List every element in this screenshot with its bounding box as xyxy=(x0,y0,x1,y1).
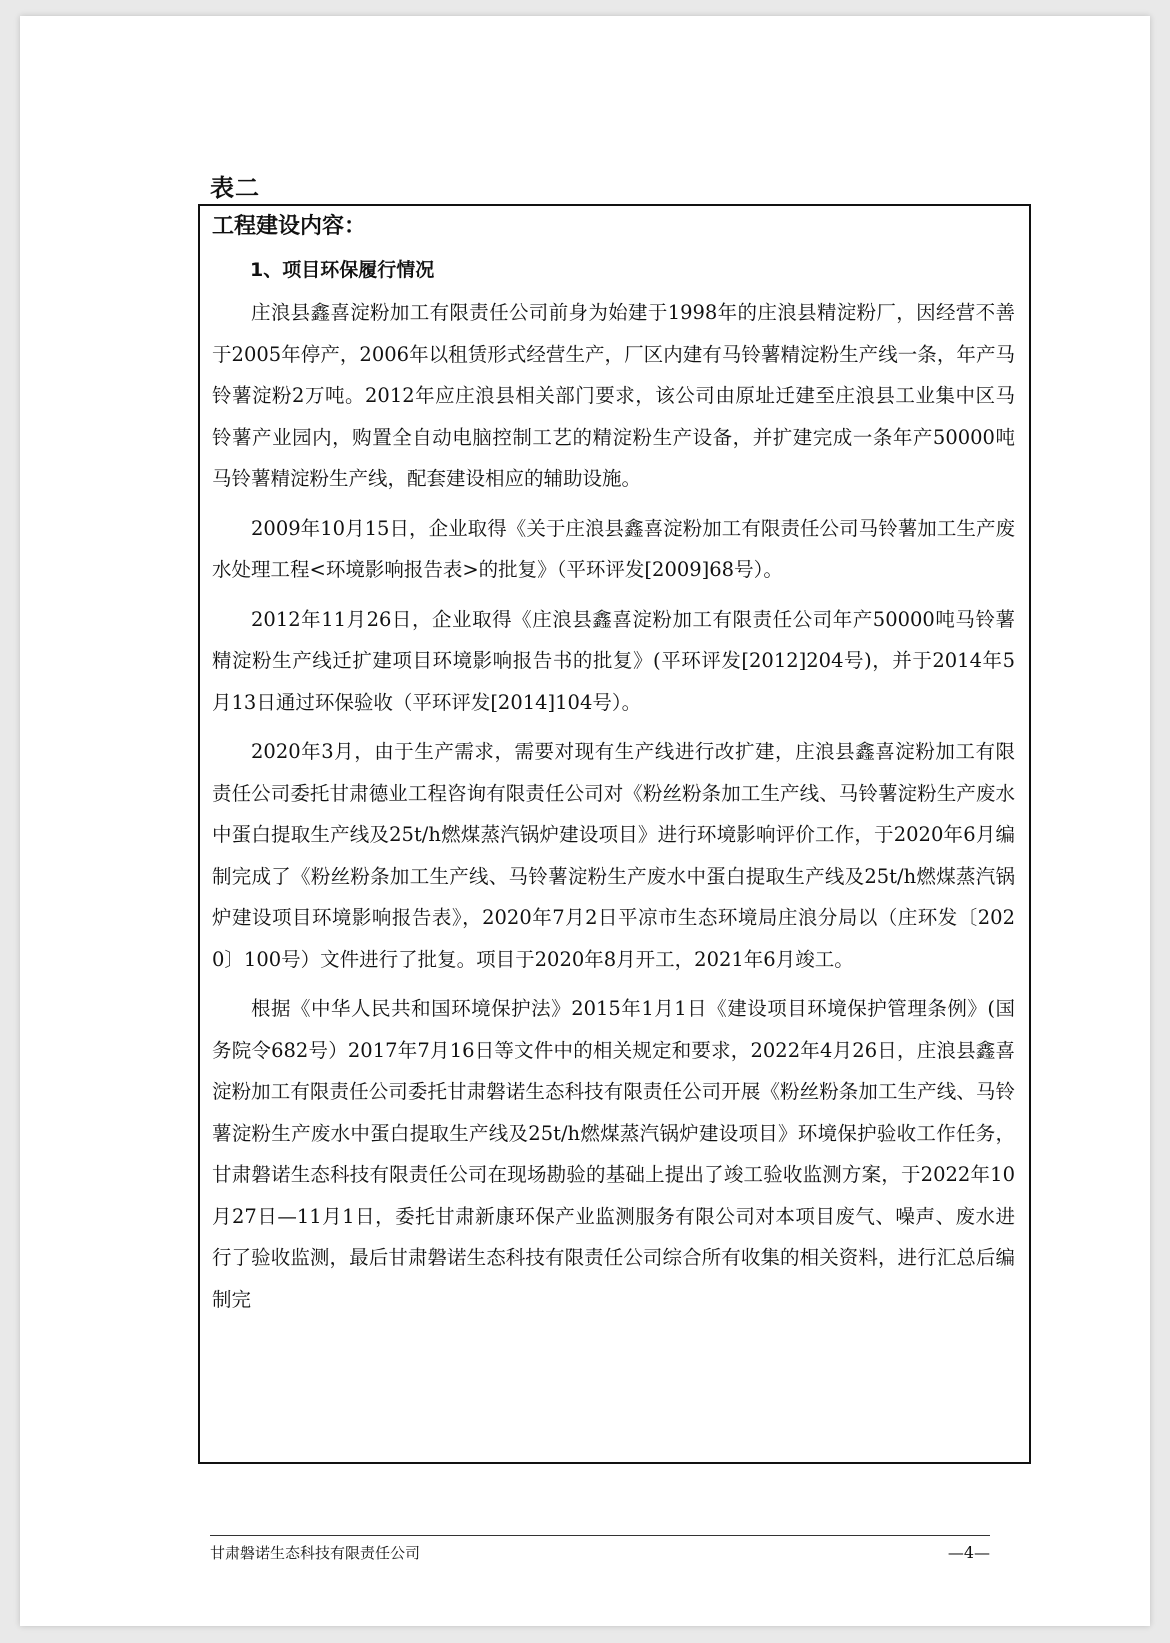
document-page xyxy=(20,16,1150,1626)
box-title: 工程建设内容： xyxy=(212,214,367,239)
table-label: 表二 xyxy=(210,174,260,202)
footer-divider xyxy=(210,1535,990,1536)
content-box xyxy=(198,204,1031,1464)
section-heading: 1、项目环保履行情况 xyxy=(250,259,435,281)
paragraph-acceptance: 根据《中华人民共和国环境保护法》2015年1月1日《建设项目环境保护管理条例》(国务院令682号）2017年7月16日等文件中的相关规定和要求，2022年4月26日，庄浪县鑫喜淀粉加工有限责任公司委托甘肃磐诺生态科技有限责任公司开展《粉丝粉条加工生产线、马铃薯淀粉生产废水中蛋白提取生产线及25t/h燃煤蒸汽锅炉建设项目》环境保护验收工作任务，甘肃磐诺生态科技有限责任公司在现场勘验的基础上提出了竣工验收监测方案，于2022年10月27日—11月1日，委托甘肃新康环保产业监测服务有限公司对本项目废气、噪声、废水进行了验收监测，最后甘肃磐诺生态科技有限责任公司综合所有收集的相关资料，进行汇总后编制完 xyxy=(212,997,1015,1311)
paragraph-2012-approval: 2012年11月26日，企业取得《庄浪县鑫喜淀粉加工有限责任公司年产50000吨马铃薯精淀粉生产线迁扩建项目环境影响报告书的批复》(平环评发[2012]204号)，并于2014年5月13日通过环保验收（平环评发[2014]104号）。 xyxy=(212,607,1015,714)
footer-company: 甘肃磐诺生态科技有限责任公司 xyxy=(210,1544,421,1562)
paragraph-history: 庄浪县鑫喜淀粉加工有限责任公司前身为始建于1998年的庄浪县精淀粉厂，因经营不善于2005年停产，2006年以租赁形式经营生产，厂区内建有马铃薯精淀粉生产线一条，年产马铃薯淀粉2万吨。2012年应庄浪县相关部门要求，该公司由原址迁建至庄浪县工业集中区马铃薯产业园内，购置全自动电脑控制工艺的精淀粉生产设备，并扩建完成一条年产50000吨马铃薯精淀粉生产线，配套建设相应的辅助设施。 xyxy=(212,301,1015,490)
paragraph-2020-expansion: 2020年3月，由于生产需求，需要对现有生产线进行改扩建，庄浪县鑫喜淀粉加工有限责任公司委托甘肃德业工程咨询有限责任公司对《粉丝粉条加工生产线、马铃薯淀粉生产废水中蛋白提取生产线及25t/h燃煤蒸汽锅炉建设项目》进行环境影响评价工作，于2020年6月编制完成了《粉丝粉条加工生产线、马铃薯淀粉生产废水中蛋白提取生产线及25t/h燃煤蒸汽锅炉建设项目环境影响报告表》，2020年7月2日平凉市生态环境局庄浪分局以（庄环发〔2020〕100号）文件进行了批复。项目于2020年8月开工，2021年6月竣工。 xyxy=(212,740,1015,971)
page-number: —4— xyxy=(947,1543,990,1562)
paragraph-2009-approval: 2009年10月15日，企业取得《关于庄浪县鑫喜淀粉加工有限责任公司马铃薯加工生产废水处理工程<环境影响报告表>的批复》（平环评发[2009]68号）。 xyxy=(212,516,1015,581)
